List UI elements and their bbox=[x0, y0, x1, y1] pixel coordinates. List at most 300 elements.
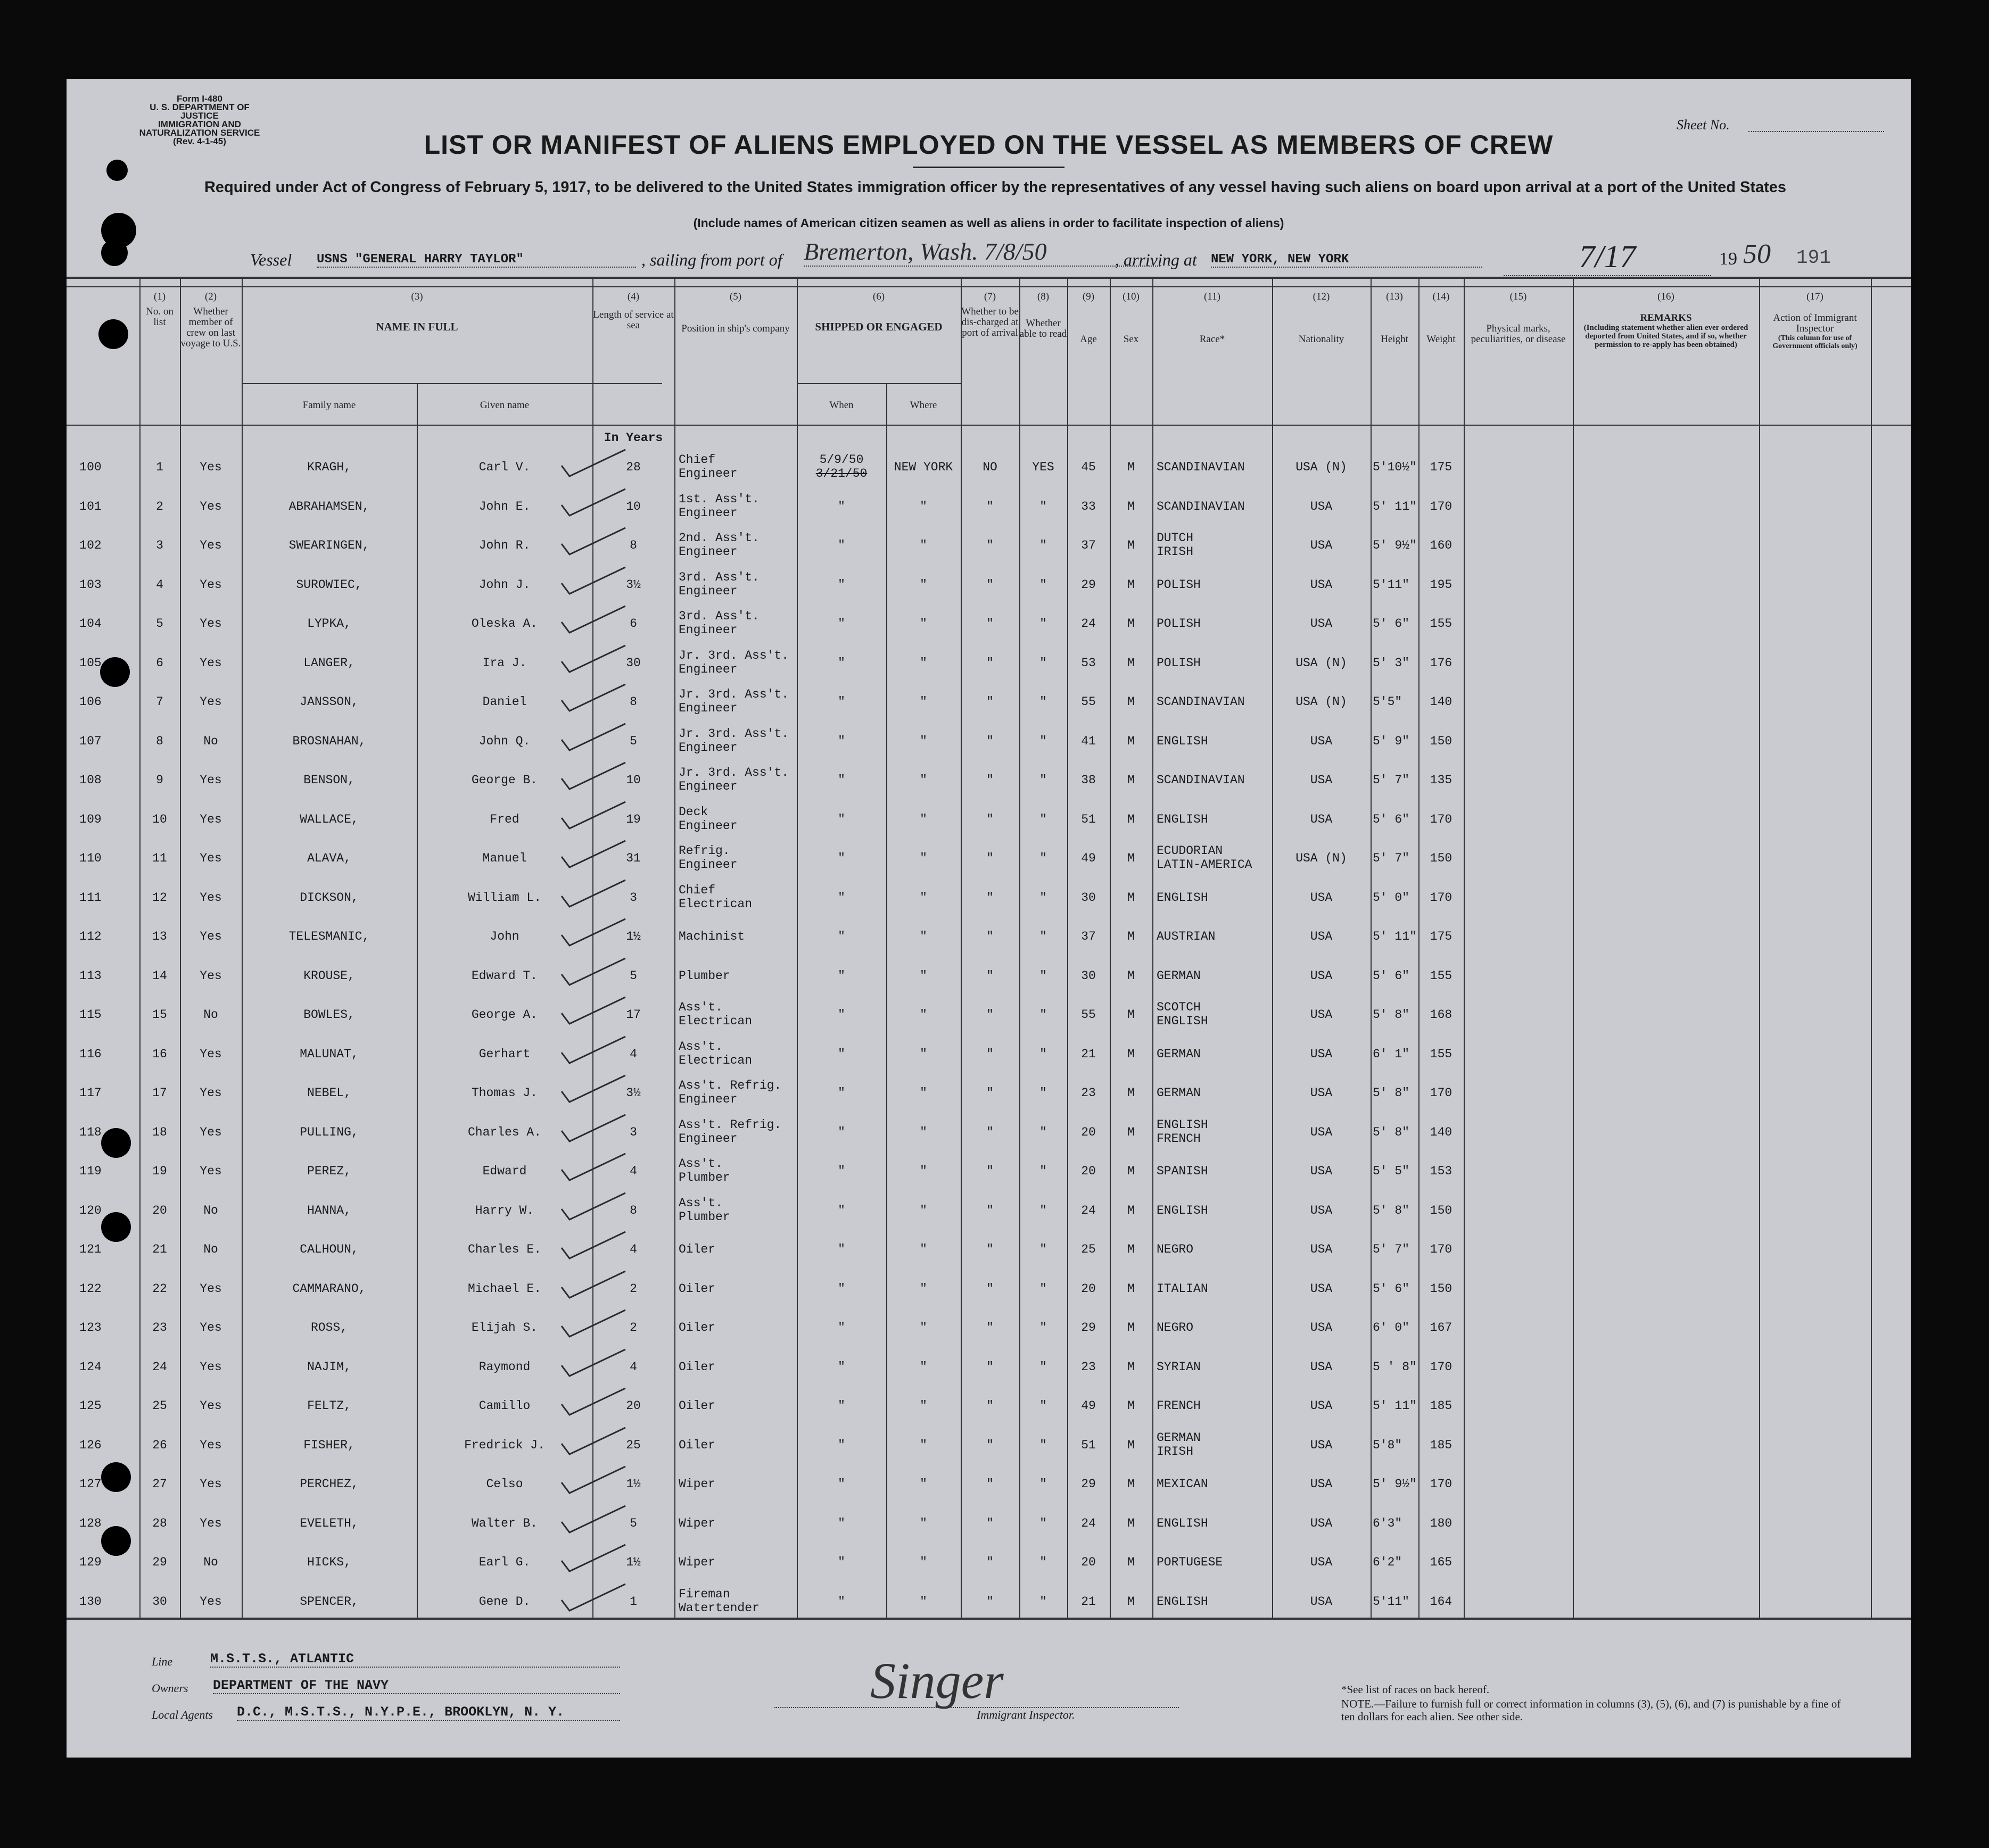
height: 6'2" bbox=[1373, 1555, 1402, 1569]
no-on-list: 9 bbox=[156, 773, 163, 787]
name-subheader-rule bbox=[242, 383, 662, 384]
weight: 175 bbox=[1430, 460, 1452, 474]
arriving-label: , arriving at bbox=[1115, 250, 1197, 269]
nationality: USA bbox=[1310, 968, 1333, 983]
shipped-where: " bbox=[920, 773, 927, 787]
table-row bbox=[67, 1193, 1911, 1232]
height: 5'8" bbox=[1373, 1438, 1402, 1452]
service-years: 2 bbox=[630, 1321, 637, 1335]
able-to-read: " bbox=[1039, 1203, 1047, 1217]
binder-hole bbox=[100, 657, 130, 687]
last-voyage: Yes bbox=[200, 812, 222, 826]
family-name: WALLACE, bbox=[300, 812, 359, 826]
given-name: Daniel bbox=[482, 695, 527, 709]
discharged: " bbox=[986, 695, 994, 709]
position: Chief Electrican bbox=[679, 883, 753, 911]
where-header: Where bbox=[910, 400, 937, 411]
discharged: " bbox=[986, 577, 994, 592]
check-mark-icon bbox=[546, 953, 631, 990]
check-mark-icon bbox=[546, 835, 631, 873]
shipped-when: " bbox=[838, 1203, 845, 1217]
family-name: SUROWIEC, bbox=[296, 577, 362, 592]
sheet-line-number: 108 bbox=[79, 773, 102, 787]
given-name: Earl G. bbox=[478, 1555, 531, 1569]
race: GERMAN bbox=[1157, 1086, 1201, 1100]
no-on-list: 22 bbox=[152, 1281, 167, 1296]
sheet-line-number: 106 bbox=[79, 695, 102, 709]
col8-header: (8) Whether able to read bbox=[1019, 291, 1067, 339]
last-voyage: Yes bbox=[200, 1438, 222, 1452]
given-name: Camillo bbox=[478, 1399, 531, 1413]
race: DUTCH IRISH bbox=[1157, 531, 1194, 559]
given-name: Elijah S. bbox=[471, 1321, 538, 1335]
shipped-where: " bbox=[920, 1438, 927, 1452]
given-name: Charles A. bbox=[467, 1125, 542, 1139]
position: Oiler bbox=[679, 1399, 716, 1413]
table-row bbox=[67, 1310, 1911, 1349]
weight: 160 bbox=[1430, 538, 1452, 552]
weight: 165 bbox=[1430, 1555, 1452, 1569]
race: ENGLISH bbox=[1157, 812, 1208, 826]
shipped-when: " bbox=[838, 1594, 845, 1609]
last-voyage: Yes bbox=[200, 1281, 222, 1296]
check-mark-icon bbox=[546, 1227, 631, 1264]
weight: 150 bbox=[1430, 851, 1452, 865]
service: IMMIGRATION AND NATURALIZATION SERVICE bbox=[139, 119, 260, 138]
nationality: USA bbox=[1310, 1125, 1333, 1139]
able-to-read: " bbox=[1039, 734, 1047, 748]
family-name: PULLING, bbox=[300, 1125, 359, 1139]
table-top-rule bbox=[67, 277, 1911, 279]
able-to-read: " bbox=[1039, 851, 1047, 865]
table-row bbox=[67, 1271, 1911, 1311]
service-years: 17 bbox=[626, 1008, 641, 1022]
age: 25 bbox=[1081, 1242, 1096, 1256]
weight: 140 bbox=[1430, 695, 1452, 709]
sheet-line-number: 122 bbox=[79, 1281, 102, 1296]
shipped-where: " bbox=[920, 1125, 927, 1139]
race: ENGLISH bbox=[1157, 1203, 1208, 1217]
sheet-line-number: 113 bbox=[79, 968, 102, 983]
able-to-read: " bbox=[1039, 499, 1047, 513]
able-to-read: " bbox=[1039, 1008, 1047, 1022]
height: 5' 7" bbox=[1373, 1242, 1410, 1256]
sex: M bbox=[1127, 656, 1135, 670]
shipped-where: " bbox=[920, 734, 927, 748]
last-voyage: Yes bbox=[200, 1516, 222, 1530]
check-mark-icon bbox=[546, 562, 631, 599]
discharged: " bbox=[986, 538, 994, 552]
position: Wiper bbox=[679, 1477, 716, 1491]
able-to-read: " bbox=[1039, 617, 1047, 631]
no-on-list: 29 bbox=[152, 1555, 167, 1569]
position: Ass't. Plumber bbox=[679, 1157, 730, 1184]
nationality: USA bbox=[1310, 1008, 1333, 1022]
nationality: USA bbox=[1310, 1360, 1333, 1374]
nationality: USA bbox=[1310, 930, 1333, 943]
family-name: LYPKA, bbox=[307, 617, 351, 631]
nationality: USA bbox=[1310, 617, 1333, 631]
height: 5' 11" bbox=[1373, 499, 1417, 513]
check-mark-icon bbox=[546, 1539, 631, 1577]
weight: 150 bbox=[1430, 1203, 1452, 1217]
family-name: FELTZ, bbox=[307, 1399, 351, 1413]
sex: M bbox=[1127, 695, 1135, 709]
footnote-races: *See list of races on back hereof. bbox=[1341, 1683, 1490, 1696]
height: 5'10½" bbox=[1373, 460, 1417, 474]
age: 49 bbox=[1081, 851, 1096, 865]
form-number: Form I-480 bbox=[177, 94, 222, 104]
revision: (Rev. 4-1-45) bbox=[173, 136, 226, 146]
last-voyage: Yes bbox=[200, 656, 222, 670]
nationality: USA bbox=[1310, 499, 1333, 513]
age: 51 bbox=[1081, 1438, 1096, 1452]
weight: 170 bbox=[1430, 1086, 1452, 1100]
no-on-list: 6 bbox=[156, 656, 163, 670]
weight: 195 bbox=[1430, 577, 1452, 592]
shipped-when: " bbox=[838, 617, 845, 631]
family-name: TELESMANIC, bbox=[288, 930, 370, 943]
shipped-where: " bbox=[920, 1008, 927, 1022]
family-name: CALHOUN, bbox=[300, 1242, 359, 1256]
weight: 175 bbox=[1430, 930, 1452, 943]
sex: M bbox=[1127, 1399, 1135, 1413]
family-name: NAJIM, bbox=[307, 1360, 351, 1374]
able-to-read: " bbox=[1039, 1086, 1047, 1100]
able-to-read: " bbox=[1039, 1321, 1047, 1335]
able-to-read: " bbox=[1039, 968, 1047, 983]
col13-header: (13) Height bbox=[1381, 291, 1408, 345]
table-row bbox=[67, 1115, 1911, 1154]
shipped-subheader-rule bbox=[797, 383, 961, 384]
arriving-at: NEW YORK, NEW YORK bbox=[1211, 252, 1482, 268]
shipped-when: " bbox=[838, 1242, 845, 1256]
table-row bbox=[67, 1388, 1911, 1428]
stamp-number: 191 bbox=[1796, 247, 1831, 269]
sex: M bbox=[1127, 1164, 1135, 1178]
nationality: USA bbox=[1310, 1281, 1333, 1296]
shipped-when: " bbox=[838, 1516, 845, 1530]
family-name: DICKSON, bbox=[300, 890, 359, 905]
shipped-where: " bbox=[920, 1555, 927, 1569]
sex: M bbox=[1127, 1047, 1135, 1061]
no-on-list: 15 bbox=[152, 1008, 167, 1022]
check-mark-icon bbox=[546, 1109, 631, 1147]
no-on-list: 25 bbox=[152, 1399, 167, 1413]
race: NEGRO bbox=[1157, 1242, 1194, 1256]
last-voyage: Yes bbox=[200, 1399, 222, 1413]
weight: 168 bbox=[1430, 1008, 1452, 1022]
table-row bbox=[67, 1506, 1911, 1545]
line-label: Line bbox=[152, 1655, 173, 1668]
shipped-where: " bbox=[920, 1242, 927, 1256]
weight: 155 bbox=[1430, 617, 1452, 631]
position: Oiler bbox=[679, 1281, 716, 1296]
family-name: SPENCER, bbox=[300, 1594, 359, 1609]
check-mark-icon bbox=[546, 1266, 631, 1303]
last-voyage: Yes bbox=[200, 1086, 222, 1100]
discharged: " bbox=[986, 1281, 994, 1296]
shipped-where: " bbox=[920, 890, 927, 905]
nationality: USA (N) bbox=[1295, 851, 1347, 865]
height: 5' 0" bbox=[1373, 890, 1410, 905]
given-name: John Q. bbox=[478, 734, 531, 748]
col2-header: (2) Whether member of crew on last voyage to U.S. bbox=[180, 291, 241, 349]
race: MEXICAN bbox=[1157, 1477, 1208, 1491]
position: 1st. Ass't. Engineer bbox=[679, 492, 760, 520]
department: U. S. DEPARTMENT OF JUSTICE bbox=[150, 102, 250, 121]
nationality: USA bbox=[1310, 812, 1333, 826]
discharged: " bbox=[986, 617, 994, 631]
shipped-where: " bbox=[920, 1086, 927, 1100]
sheet-no-label: Sheet No. bbox=[1677, 117, 1730, 132]
age: 23 bbox=[1081, 1360, 1096, 1374]
shipped-where: NEW YORK bbox=[894, 460, 953, 474]
height: 5' 6" bbox=[1373, 812, 1410, 826]
given-name: Carl V. bbox=[478, 460, 531, 474]
sheet-line-number: 100 bbox=[79, 460, 102, 474]
family-name: CAMMARANO, bbox=[292, 1281, 366, 1296]
position: Refrig. Engineer bbox=[679, 844, 738, 872]
binder-hole bbox=[101, 1526, 131, 1556]
last-voyage: Yes bbox=[200, 499, 222, 513]
sex: M bbox=[1127, 773, 1135, 787]
sheet-line-number: 126 bbox=[79, 1438, 102, 1452]
header-bottom-rule bbox=[67, 425, 1911, 426]
year-prefix: 19 bbox=[1719, 249, 1737, 269]
sex: M bbox=[1127, 1477, 1135, 1491]
check-mark-icon bbox=[546, 1501, 631, 1538]
weight: 155 bbox=[1430, 1047, 1452, 1061]
given-name: Fredrick J. bbox=[464, 1438, 545, 1452]
last-voyage: Yes bbox=[200, 617, 222, 631]
check-mark-icon bbox=[546, 484, 631, 521]
race: POLISH bbox=[1157, 617, 1201, 631]
position: Plumber bbox=[679, 968, 730, 983]
height: 5' 8" bbox=[1373, 1125, 1410, 1139]
shipped-when: " bbox=[838, 734, 845, 748]
no-on-list: 10 bbox=[152, 812, 167, 826]
service-years: 10 bbox=[626, 499, 641, 513]
discharged: " bbox=[986, 1555, 994, 1569]
family-name: ABRAHAMSEN, bbox=[288, 499, 370, 513]
age: 20 bbox=[1081, 1281, 1096, 1296]
sheet-line-number: 110 bbox=[79, 851, 102, 865]
service-years: 3½ bbox=[626, 577, 641, 592]
discharged: " bbox=[986, 1125, 994, 1139]
sex: M bbox=[1127, 1360, 1135, 1374]
nationality: USA bbox=[1310, 538, 1333, 552]
discharged: " bbox=[986, 1399, 994, 1413]
age: 24 bbox=[1081, 1203, 1096, 1217]
shipped-when: " bbox=[838, 656, 845, 670]
age: 38 bbox=[1081, 773, 1096, 787]
check-mark-icon bbox=[546, 1422, 631, 1460]
sheet-line-number: 119 bbox=[79, 1164, 102, 1178]
shipped-where: " bbox=[920, 1360, 927, 1374]
nationality: USA (N) bbox=[1295, 695, 1347, 709]
position: Ass't. Refrig. Engineer bbox=[679, 1117, 782, 1146]
nationality: USA bbox=[1310, 577, 1333, 592]
able-to-read: " bbox=[1039, 538, 1047, 552]
age: 24 bbox=[1081, 1516, 1096, 1530]
last-voyage: Yes bbox=[200, 460, 222, 474]
shipped-when: " bbox=[838, 1008, 845, 1022]
check-mark-icon bbox=[546, 1031, 631, 1068]
weight: 170 bbox=[1430, 1242, 1452, 1256]
given-name: Edward bbox=[482, 1164, 527, 1178]
position: Wiper bbox=[679, 1516, 716, 1530]
manifest-sheet bbox=[67, 79, 1911, 1758]
table-row bbox=[67, 802, 1911, 841]
col15-header: (15) Physical marks, peculiarities, or disease bbox=[1471, 291, 1566, 345]
table-row bbox=[67, 880, 1911, 919]
age: 49 bbox=[1081, 1399, 1096, 1413]
given-name: Walter B. bbox=[471, 1516, 538, 1530]
table-row bbox=[67, 1154, 1911, 1193]
vessel-name: USNS "GENERAL HARRY TAYLOR" bbox=[317, 252, 636, 268]
table-row bbox=[67, 958, 1911, 998]
subtitle: Required under Act of Congress of February 5, 1917, to be delivered to the United States immigration officer by the representatives of any vessel having such aliens on board upon arrival at a port of the United States bbox=[204, 179, 1787, 196]
last-voyage: Yes bbox=[200, 1047, 222, 1061]
age: 41 bbox=[1081, 734, 1096, 748]
shipped-when: " bbox=[838, 812, 845, 826]
last-voyage: Yes bbox=[200, 968, 222, 983]
nationality: USA bbox=[1310, 1555, 1333, 1569]
sheet-line-number: 123 bbox=[79, 1321, 102, 1335]
sheet-line-number: 117 bbox=[79, 1086, 102, 1100]
inspector-label: Immigrant Inspector. bbox=[977, 1708, 1075, 1721]
position: Ass't. Refrig. Engineer bbox=[679, 1079, 782, 1106]
service-years: 2 bbox=[630, 1281, 637, 1296]
last-voyage: Yes bbox=[200, 1125, 222, 1139]
family-name: FISHER, bbox=[303, 1438, 355, 1452]
last-voyage: Yes bbox=[200, 1594, 222, 1609]
height: 5' 3" bbox=[1373, 656, 1410, 670]
discharged: " bbox=[986, 1047, 994, 1061]
position: Jr. 3rd. Ass't. Engineer bbox=[679, 726, 789, 755]
shipped-when: " bbox=[838, 1438, 845, 1452]
table-row bbox=[67, 567, 1911, 607]
check-mark-icon bbox=[546, 1383, 631, 1420]
nationality: USA bbox=[1310, 773, 1333, 787]
able-to-read: " bbox=[1039, 773, 1047, 787]
check-mark-icon bbox=[546, 1188, 631, 1225]
shipped-when: " bbox=[838, 1321, 845, 1335]
service-years: 1½ bbox=[626, 930, 641, 943]
discharged: " bbox=[986, 1594, 994, 1609]
race: ENGLISH FRENCH bbox=[1157, 1117, 1208, 1146]
height: 5' 7" bbox=[1373, 773, 1410, 787]
height: 5'11" bbox=[1373, 1594, 1410, 1609]
given-name: Manuel bbox=[482, 851, 527, 865]
age: 21 bbox=[1081, 1594, 1096, 1609]
family-name: EVELETH, bbox=[300, 1516, 359, 1530]
sheet-line-number: 107 bbox=[79, 734, 102, 748]
table-row bbox=[67, 763, 1911, 802]
shipped-where: " bbox=[920, 617, 927, 631]
check-mark-icon bbox=[546, 523, 631, 560]
shipped-when: 5/9/50 3/21/50 bbox=[815, 453, 868, 480]
age: 29 bbox=[1081, 1321, 1096, 1335]
nationality: USA bbox=[1310, 1086, 1333, 1100]
given-name: Gerhart bbox=[478, 1047, 531, 1061]
discharged: " bbox=[986, 499, 994, 513]
shipped-when: " bbox=[838, 499, 845, 513]
last-voyage: Yes bbox=[200, 577, 222, 592]
given-name: Michael E. bbox=[467, 1281, 542, 1296]
table-row bbox=[67, 489, 1911, 528]
race: GERMAN bbox=[1157, 1047, 1201, 1061]
last-voyage: Yes bbox=[200, 1164, 222, 1178]
title-rule bbox=[913, 167, 1064, 168]
service-years: 3 bbox=[630, 1125, 637, 1139]
age: 29 bbox=[1081, 577, 1096, 592]
race: SCOTCH ENGLISH bbox=[1157, 1000, 1208, 1028]
shipped-where: " bbox=[920, 656, 927, 670]
position: Fireman Watertender bbox=[679, 1587, 760, 1615]
sheet-line-number: 111 bbox=[79, 890, 102, 905]
able-to-read: " bbox=[1039, 890, 1047, 905]
table-row bbox=[67, 1232, 1911, 1271]
sheet-line-number: 105 bbox=[79, 656, 102, 670]
family-name: BROSNAHAN, bbox=[292, 734, 366, 748]
height: 5' 9½" bbox=[1373, 538, 1417, 552]
nationality: USA (N) bbox=[1295, 656, 1347, 670]
table-row bbox=[67, 1545, 1911, 1584]
sex: M bbox=[1127, 1125, 1135, 1139]
sex: M bbox=[1127, 1008, 1135, 1022]
discharged: " bbox=[986, 656, 994, 670]
no-on-list: 28 bbox=[152, 1516, 167, 1530]
weight: 185 bbox=[1430, 1438, 1452, 1452]
discharged: " bbox=[986, 1203, 994, 1217]
nationality: USA bbox=[1310, 1047, 1333, 1061]
shipped-when: " bbox=[838, 851, 845, 865]
given-name: John bbox=[490, 930, 519, 943]
page-title: LIST OR MANIFEST OF ALIENS EMPLOYED ON THE VESSEL AS MEMBERS OF CREW bbox=[424, 130, 1554, 160]
footnote-note: NOTE.—Failure to furnish full or correct information in columns (3), (5), (6), and (7) is punishable by a fine of ten dollars for each alien. See other side. bbox=[1341, 1697, 1841, 1723]
height: 5' 5" bbox=[1373, 1164, 1410, 1178]
table-row bbox=[67, 450, 1911, 489]
no-on-list: 8 bbox=[156, 734, 163, 748]
weight: 153 bbox=[1430, 1164, 1452, 1178]
sheet-line-number: 103 bbox=[79, 577, 102, 592]
race: ECUDORIAN LATIN-AMERICA bbox=[1157, 844, 1252, 872]
height: 5' 8" bbox=[1373, 1203, 1410, 1217]
position: Oiler bbox=[679, 1438, 716, 1452]
table-top-rule-2 bbox=[67, 286, 1911, 287]
race: AUSTRIAN bbox=[1157, 930, 1216, 943]
able-to-read: YES bbox=[1032, 460, 1054, 474]
weight: 170 bbox=[1430, 1360, 1452, 1374]
sex: M bbox=[1127, 1281, 1135, 1296]
sex: M bbox=[1127, 460, 1135, 474]
col3-header: (3) NAME IN FULL bbox=[376, 291, 458, 333]
service-years: 8 bbox=[630, 695, 637, 709]
sheet-line-number: 120 bbox=[79, 1203, 102, 1217]
given-name: Charles E. bbox=[467, 1242, 542, 1256]
age: 55 bbox=[1081, 695, 1096, 709]
check-mark-icon bbox=[546, 640, 631, 677]
service-years: 4 bbox=[630, 1164, 637, 1178]
given-name: John R. bbox=[478, 538, 531, 552]
given-name: John J. bbox=[478, 577, 531, 592]
no-on-list: 17 bbox=[152, 1086, 167, 1100]
binder-hole bbox=[101, 1462, 131, 1492]
no-on-list: 13 bbox=[152, 930, 167, 943]
service-years: 28 bbox=[626, 460, 641, 474]
